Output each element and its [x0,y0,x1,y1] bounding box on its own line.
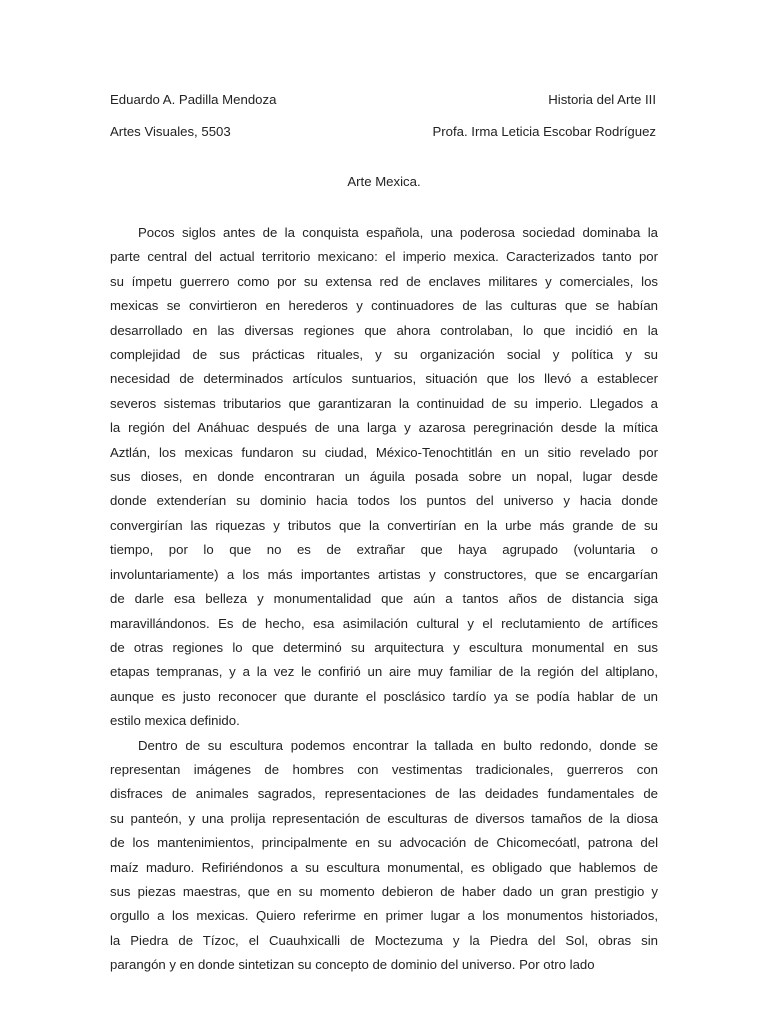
document-body [110,221,658,978]
text-line: parte central del actual territorio mexicano: el imperio mexica. Caracterizados tanto por [110,249,658,265]
text-line: representan imágenes de hombres con vestimentas tradicionales, guerreros con [110,761,658,777]
text-line: maravillándonos. Es de hecho, esa asimilación cultural y el reclutamiento de artífices [110,615,658,631]
professor-name: Profa. Irma Leticia Escobar Rodríguez [432,124,656,139]
text-line: estilo mexica definido. [110,713,240,729]
course-name: Historia del Arte III [548,92,656,107]
text-line: Dentro de su escultura podemos encontrar la tallada en bulto redondo, donde se [138,737,658,753]
text-line: de otras regiones lo que determinó su arquitectura y escultura monumental en sus [110,639,658,655]
text-line: maíz maduro. Refiriéndonos a su escultura monumental, es obligado que hablemos de [110,859,658,875]
text-line: Pocos siglos antes de la conquista española, una poderosa sociedad dominaba la [138,225,658,240]
author-name: Eduardo A. Padilla Mendoza [110,92,277,107]
text-line: aunque es justo reconocer que durante el posclásico tardío ya se podía hablar de un [110,688,658,704]
text-line: sus piezas maestras, que en su momento debieron de haber dado un gran prestigio y [110,883,658,899]
header-row-1 [110,92,656,108]
text-line: tiempo, por lo que no es de extrañar que haya agrupado (voluntaria o [110,542,658,558]
text-line: severos sistemas tributarios que garantizaran la continuidad de su imperio. Llegados a [110,395,658,411]
text-line: la Piedra de Tízoc, el Cuauhxicalli de Moctezuma y la Piedra del Sol, obras sin [110,932,658,948]
text-line: etapas tempranas, y a la vez le confirió un aire muy familiar de la región del altiplano, [110,664,658,680]
program-info: Artes Visuales, 5503 [110,124,231,139]
paragraph [110,221,658,734]
text-line: convergirían las riquezas y tributos que la convertirían en la urbe más grande de su [110,517,658,533]
text-line: desarrollado en las diversas regiones que ahora controlaban, lo que incidió en la [110,322,658,338]
text-line: complejidad de sus prácticas rituales, y su organización social y política y su [110,347,658,363]
text-line: mexicas se convirtieron en herederos y continuadores de las culturas que se habían [110,298,658,314]
text-line: sus dioses, en donde encontraran un águila posada sobre un nopal, lugar desde [110,469,658,485]
text-line: necesidad de determinados artículos suntuarios, situación que los llevó a establecer [110,371,658,387]
text-line: de darle esa belleza y monumentalidad que aún a tantos años de distancia siga [110,591,658,607]
document-title: Arte Mexica. [347,174,421,189]
text-line: disfraces de animales sagrados, representaciones de las deidades fundamentales de [110,786,658,802]
text-line: involuntariamente) a los más importantes artistas y constructores, que se encargarían [110,566,658,582]
text-line: Aztlán, los mexicas fundaron su ciudad, México-Tenochtitlán en un sitio revelado por [110,444,658,460]
text-line: orgullo a los mexicas. Quiero referirme en primer lugar a los monumentos historiados, [110,908,658,924]
text-line: donde extenderían su dominio hacia todos los puntos del universo y hacia donde [110,493,658,509]
text-line: de los mantenimientos, principalmente en su advocación de Chicomecóatl, patrona del [110,835,658,851]
text-line: su panteón, y una prolija representación de esculturas de diversos tamaños de la diosa [110,810,658,826]
header-row-2 [110,124,656,140]
paragraph [110,734,658,978]
text-line: parangón y en donde sintetizan su concepto de dominio del universo. Por otro lado [110,957,595,973]
text-line: su ímpetu guerrero como por su extensa red de enclaves militares y comerciales, los [110,273,658,289]
text-line: la región del Anáhuac después de una larga y azarosa peregrinación desde la mítica [110,420,658,436]
